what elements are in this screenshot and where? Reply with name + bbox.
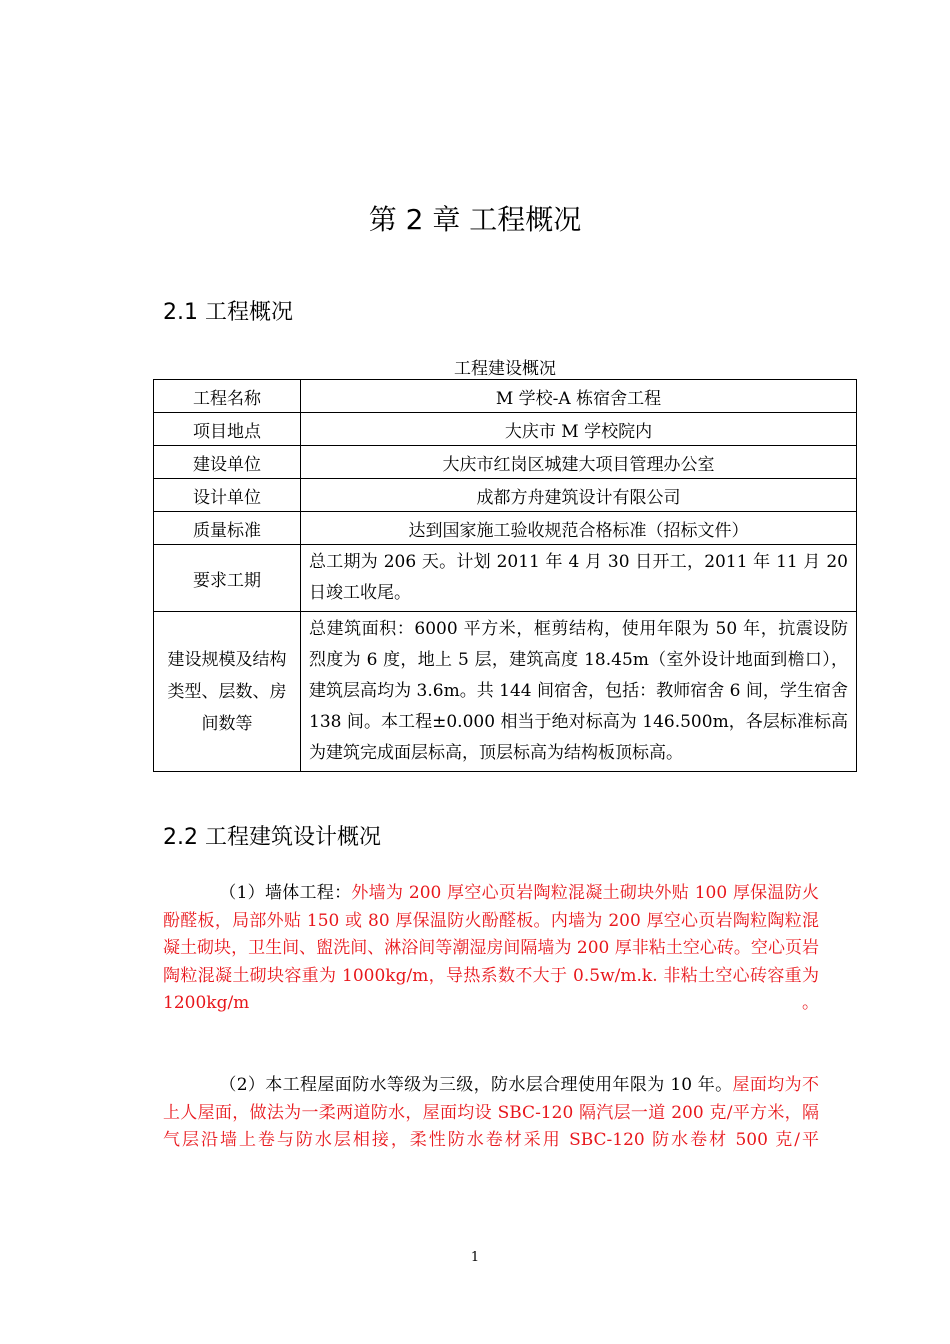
paragraph-highlighted-text: 屋面均为不上人屋面，做法为一柔两道防水，屋面均设 SBC-120 隔汽层一道 200 克/平方米，隔气层沿墙上卷与防水层相接，柔性防水卷材采用 SBC-120 防水卷材 500 克/平	[163, 1075, 820, 1150]
row-value: 达到国家施工验收规范合格标准（招标文件）	[301, 512, 857, 545]
row-key: 项目地点	[154, 413, 301, 446]
paragraph-highlighted-text: 外墙为 200 厚空心页岩陶粒混凝土砌块外贴 100 厚保温防火酚醛板，局部外贴 150 或 80 厚保温防火酚醛板。内墙为 200 厚空心页岩陶粒陶粒混凝土砌块，卫生间、盥洗间、淋浴间等潮湿房间隔墙为 200 厚非粘土空心砖。空心页岩陶粒混凝土砌块容重为 1000kg/m，导热系数不大于 0.5w/m.k. 非粘土空心砖容重为 1200kg/m。	[163, 883, 819, 1013]
project-overview-table	[153, 379, 857, 772]
row-value: 大庆市红岗区城建大项目管理办公室	[301, 446, 857, 479]
row-value: 总工期为 206 天。计划 2011 年 4 月 30 日开工，2011 年 11 月 20 日竣工收尾。	[301, 545, 857, 612]
table-row	[154, 512, 857, 545]
wall-engineering-paragraph	[163, 880, 819, 1018]
row-value: 总建筑面积：6000 平方米，框剪结构，使用年限为 50 年，抗震设防烈度为 6 度，地上 5 层，建筑高度 18.45m（室外设计地面到檐口），建筑层高均为 3.6m。共 144 间宿舍，包括：教师宿舍 6 间，学生宿舍 138 间。本工程±0.000 相当于绝对标高为 146.500m，各层标准标高为建筑完成面层标高，顶层标高为结构板顶标高。	[301, 612, 857, 772]
table-row	[154, 545, 857, 612]
table-row	[154, 612, 857, 772]
table-caption: 工程建设概况	[454, 359, 556, 379]
section-2-2-title: 2.2 工程建筑设计概况	[163, 825, 381, 850]
row-key: 建设单位	[154, 446, 301, 479]
row-key: 要求工期	[154, 545, 301, 612]
paragraph-label: （2）本工程屋面防水等级为三级，防水层合理使用年限为 10 年。	[219, 1075, 733, 1095]
table-row	[154, 446, 857, 479]
section-2-1-title: 2.1 工程概况	[163, 300, 293, 325]
row-key: 设计单位	[154, 479, 301, 512]
row-key: 质量标准	[154, 512, 301, 545]
paragraph-label: （1）墙体工程：	[219, 883, 352, 903]
chapter-title: 第 2 章 工程概况	[368, 203, 582, 236]
table-row	[154, 479, 857, 512]
row-key: 建设规模及结构类型、层数、房间数等	[154, 612, 301, 772]
page-number: 1	[470, 1250, 480, 1265]
row-value: 大庆市 M 学校院内	[301, 413, 857, 446]
row-value: M 学校-A 栋宿舍工程	[301, 380, 857, 413]
roof-waterproofing-paragraph	[163, 1072, 819, 1155]
table-row	[154, 413, 857, 446]
table-row	[154, 380, 857, 413]
row-key: 工程名称	[154, 380, 301, 413]
row-value: 成都方舟建筑设计有限公司	[301, 479, 857, 512]
